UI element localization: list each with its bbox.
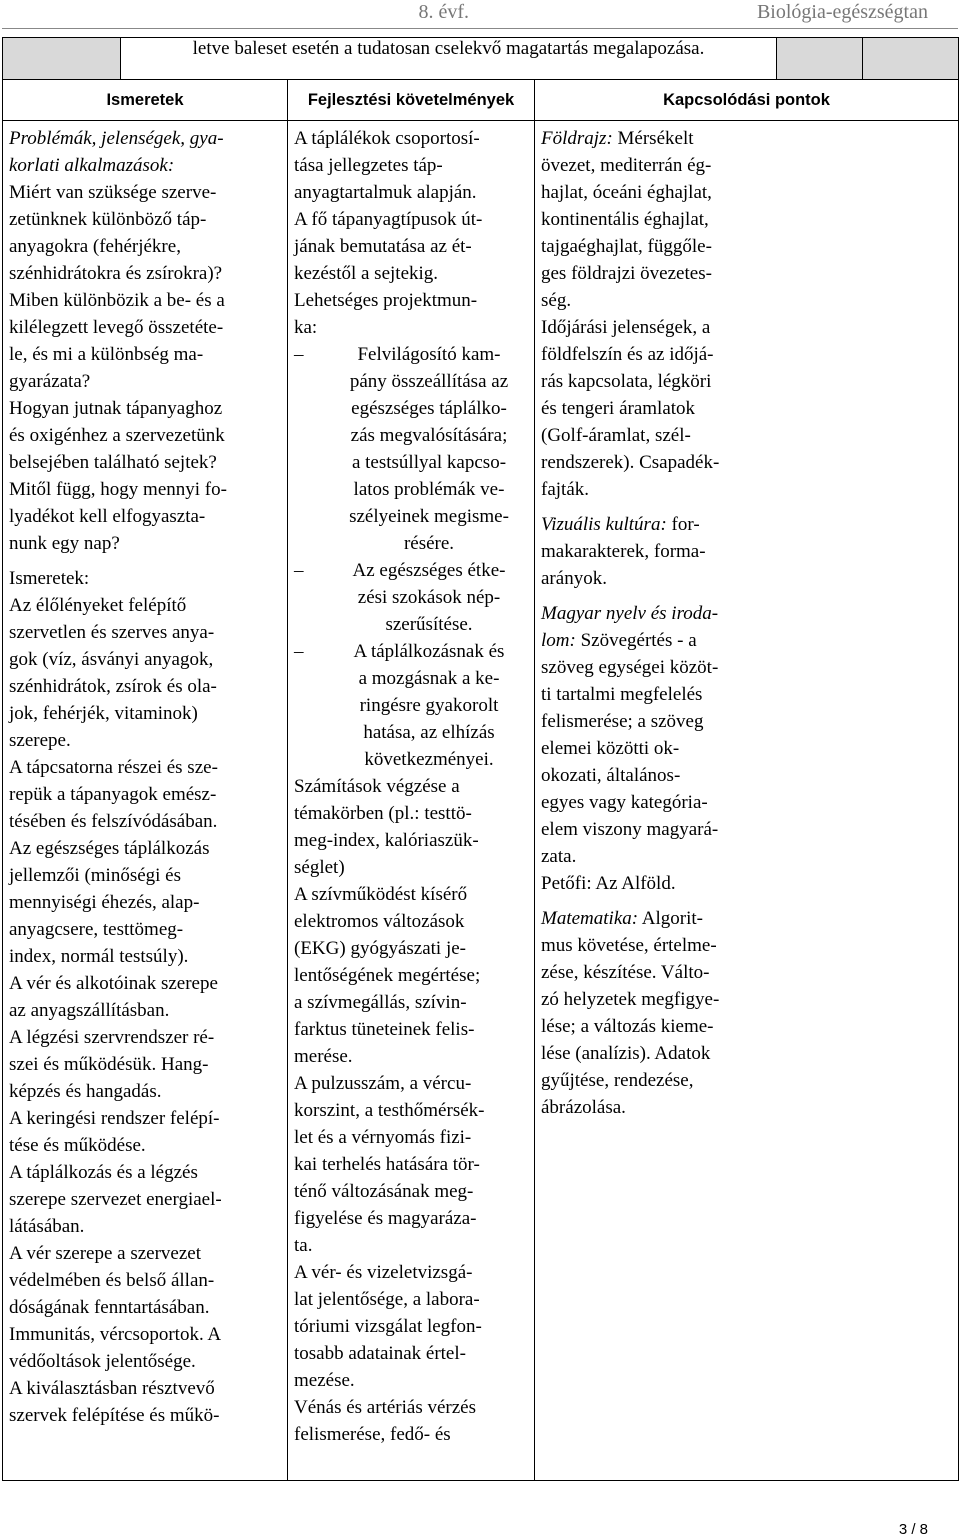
- geography-line: és tengeri áramlatok: [541, 398, 696, 419]
- requirement-line: merése.: [294, 1046, 353, 1067]
- requirement-line: farktus tüneteinek felis-: [294, 1019, 475, 1040]
- top-row-left-cell: [3, 38, 121, 80]
- requirement-line: Lehetséges projektmun-: [294, 290, 478, 311]
- problems-title-line: korlati alkalmazások:: [9, 155, 175, 176]
- requirement-line: figyelése és magyaráza-: [294, 1208, 477, 1229]
- requirement-line: a szívmegállás, szívin-: [294, 992, 467, 1013]
- geography-line: ges földrajzi övezetes-: [541, 263, 712, 284]
- knowledge-line: Az egészséges táplálkozás: [9, 838, 210, 859]
- geography-heading: [541, 125, 952, 152]
- requirement-line: lat jelentősége, a labora-: [294, 1289, 480, 1310]
- project-bullet-line: hatása, az elhízás: [363, 722, 495, 743]
- requirement-line: tosabb adatainak értel-: [294, 1343, 466, 1364]
- project-bullet-line: zési szokások nép-: [357, 587, 501, 608]
- mathematics-heading-label: Matematika:: [541, 908, 639, 929]
- problems-line: lyadékot kell elfogyaszta-: [9, 506, 206, 527]
- project-bullet-line: következményei.: [364, 749, 494, 770]
- knowledge-line: A táplálkozás és a légzés: [9, 1162, 198, 1183]
- requirement-line: let és a vérnyomás fizi-: [294, 1127, 472, 1148]
- project-bullet-line: szerűsítése.: [385, 614, 473, 635]
- problems-title-line: Problémák, jelenségek, gya-: [9, 128, 224, 149]
- knowledge-line: A légzési szervrendszer ré-: [9, 1027, 215, 1048]
- project-bullet: [294, 341, 528, 368]
- subject-label: Biológia-egészségtan: [756, 1, 928, 23]
- literature-label-line: Magyar nyelv és iroda-: [541, 603, 719, 624]
- visual-culture-heading-text: for-: [666, 514, 700, 535]
- requirement-line: anyagtartalmuk alapján.: [294, 182, 477, 203]
- literature-heading: [541, 627, 952, 654]
- problems-line: le, és mi a különbség ma-: [9, 344, 204, 365]
- requirement-line: ténő változásának meg-: [294, 1181, 474, 1202]
- literature-line: felismerése; a szöveg: [541, 711, 704, 732]
- project-bullet-line: zás megvalósítására;: [350, 425, 508, 446]
- knowledge-line: index, normál testsúly).: [9, 946, 189, 967]
- geography-heading-label: Földrajz:: [541, 128, 613, 149]
- requirement-line: témakörben (pl.: testtö-: [294, 803, 472, 824]
- knowledge-line: jellemzői (minőségi és: [9, 865, 182, 886]
- problems-line: Hogyan jutnak tápanyaghoz: [9, 398, 223, 419]
- project-bullet-line: pány összeállítása az: [349, 371, 509, 392]
- project-bullet-line: résére.: [403, 533, 455, 554]
- knowledge-line: védőoltások jelentősége.: [9, 1351, 196, 1372]
- knowledge-line: szei és működésük. Hang-: [9, 1054, 209, 1075]
- literature-line: egyes vagy kategória-: [541, 792, 708, 813]
- mathematics-line: zése, készítése. Válto-: [541, 962, 710, 983]
- project-bullet-line: egészséges táplálko-: [351, 398, 507, 419]
- knowledge-line: A keringési rendszer felépí-: [9, 1108, 220, 1129]
- requirement-line: (EKG) gyógyászati je-: [294, 938, 466, 959]
- requirement-line: A táplálékok csoportosí-: [294, 128, 480, 149]
- knowledge-line: szervetlen és szerves anya-: [9, 622, 215, 643]
- knowledge-line: Immunitás, vércsoportok. A: [9, 1324, 222, 1345]
- project-bullet-text: Felvilágosító kam-: [357, 344, 501, 365]
- paragraph-gap: [541, 897, 952, 905]
- project-bullet-line: a mozgásnak a ke-: [358, 668, 500, 689]
- knowledge-line: A vér és alkotóinak szerepe: [9, 973, 218, 994]
- knowledge-cell: [3, 121, 288, 1481]
- literature-line: szöveg egységei közöt-: [541, 657, 719, 678]
- dash-bullet-icon: –: [294, 641, 304, 662]
- project-bullet: [294, 638, 528, 665]
- paragraph-gap: [9, 557, 281, 565]
- connections-cell: [535, 121, 959, 1481]
- knowledge-line: Az élőlényeket felépítő: [9, 595, 187, 616]
- column-header-knowledge: Ismeretek: [3, 80, 288, 121]
- requirement-line: ka:: [294, 317, 318, 338]
- visual-culture-heading-label: Vizuális kultúra:: [541, 514, 667, 535]
- literature-line: Petőfi: Az Alföld.: [541, 873, 676, 894]
- geography-line: kontinentális éghajlat,: [541, 209, 709, 230]
- literature-line: elemei közötti ok-: [541, 738, 680, 759]
- knowledge-line: gok (víz, ásványi anyagok,: [9, 649, 214, 670]
- geography-heading-text: Mérsékelt: [612, 128, 694, 149]
- knowledge-line: védelmében és belső állan-: [9, 1270, 215, 1291]
- literature-heading-text: Szövegértés - a: [575, 630, 697, 651]
- project-bullet-text: A táplálkozásnak és: [353, 641, 505, 662]
- problems-line: Mitől függ, hogy mennyi fo-: [9, 479, 227, 500]
- paragraph-gap: [541, 503, 952, 511]
- requirement-line: A pulzusszám, a vércu-: [294, 1073, 472, 1094]
- geography-line: Időjárási jelenségek, a: [541, 317, 711, 338]
- literature-line: okozati, általános-: [541, 765, 681, 786]
- requirement-line: Számítások végzése a: [294, 776, 460, 797]
- content-row: [3, 121, 959, 1481]
- problems-line: Miben különbözik a be- és a: [9, 290, 225, 311]
- column-header-row: [3, 80, 959, 121]
- geography-line: tajgaéghajlat, függőle-: [541, 236, 712, 257]
- requirement-line: ta.: [294, 1235, 313, 1256]
- mathematics-heading: [541, 905, 952, 932]
- requirement-line: tása jellegzetes táp-: [294, 155, 443, 176]
- requirement-line: meg-index, kalóriaszük-: [294, 830, 479, 851]
- visual-culture-line: arányok.: [541, 568, 607, 589]
- geography-line: rendszerek). Csapadék-: [541, 452, 720, 473]
- requirement-line: A szívműködést kísérő: [294, 884, 468, 905]
- problems-line: szénhidrátokra és zsírokra)?: [9, 263, 223, 284]
- knowledge-line: A vér szerepe a szervezet: [9, 1243, 201, 1264]
- dash-bullet-icon: –: [294, 560, 304, 581]
- knowledge-title: Ismeretek:: [9, 568, 90, 589]
- mathematics-line: ábrázolása.: [541, 1097, 626, 1118]
- problems-line: anyagokra (fehérjékre,: [9, 236, 181, 257]
- knowledge-line: látásában.: [9, 1216, 85, 1237]
- problems-line: nunk egy nap?: [9, 533, 120, 554]
- visual-culture-heading: [541, 511, 952, 538]
- mathematics-line: lése; a változás kieme-: [541, 1016, 714, 1037]
- dash-bullet-icon: –: [294, 344, 304, 365]
- visual-culture-line: makarakterek, forma-: [541, 541, 706, 562]
- requirement-line: elektromos változások: [294, 911, 465, 932]
- curriculum-table: [2, 37, 959, 1481]
- top-row: [3, 38, 959, 80]
- problems-line: kilélegzett levegő összetéte-: [9, 317, 224, 338]
- knowledge-line: A kiválasztásban résztvevő: [9, 1378, 215, 1399]
- column-header-requirements: Fejlesztési követelmények: [288, 80, 535, 121]
- requirement-line: A fő tápanyagtípusok út-: [294, 209, 483, 230]
- project-bullet-text: Az egészséges étke-: [352, 560, 506, 581]
- top-row-text: letve baleset esetén a tudatosan cselekvő magatartás megalapozása.: [121, 38, 777, 80]
- mathematics-line: mus követése, értelme-: [541, 935, 717, 956]
- knowledge-line: tése és működése.: [9, 1135, 146, 1156]
- paragraph-gap: [541, 592, 952, 600]
- mathematics-line: gyűjtése, rendezése,: [541, 1070, 694, 1091]
- knowledge-line: A tápcsatorna részei és sze-: [9, 757, 218, 778]
- knowledge-line: szerepe.: [9, 730, 71, 751]
- knowledge-line: szerepe szervezet energiael-: [9, 1189, 222, 1210]
- geography-line: övezet, mediterrán ég-: [541, 155, 712, 176]
- problems-line: és oxigénhez a szervezetünk: [9, 425, 225, 446]
- column-header-connections: Kapcsolódási pontok: [535, 80, 959, 121]
- geography-line: rás kapcsolata, légköri: [541, 371, 712, 392]
- problems-line: Miért van szüksége szerve-: [9, 182, 217, 203]
- requirement-line: séglet): [294, 857, 345, 878]
- mathematics-heading-text: Algorit-: [638, 908, 703, 929]
- problems-line: gyarázata?: [9, 371, 91, 392]
- grade-label: 8. évf.: [418, 1, 469, 23]
- project-bullet-line: latos problémák ve-: [353, 479, 505, 500]
- literature-line: ti tartalmi megfelelés: [541, 684, 703, 705]
- requirement-line: lentőségének megértése;: [294, 965, 481, 986]
- project-bullet-line: szélyeinek megisme-: [349, 506, 509, 527]
- knowledge-line: jok, fehérjék, vitaminok): [9, 703, 198, 724]
- problems-line: belsejében található sejtek?: [9, 452, 217, 473]
- top-row-right-cell-2: [863, 38, 959, 80]
- requirement-line: tóriumi vizsgálat legfon-: [294, 1316, 482, 1337]
- geography-line: hajlat, óceáni éghajlat,: [541, 182, 712, 203]
- requirement-line: korszint, a testhőmérsék-: [294, 1100, 485, 1121]
- project-bullet: [294, 557, 528, 584]
- mathematics-line: lése (analízis). Adatok: [541, 1043, 711, 1064]
- requirement-line: Vénás és artériás vérzés: [294, 1397, 476, 1418]
- knowledge-line: szervek felépítése és műkö-: [9, 1405, 220, 1426]
- knowledge-line: tésében és felszívódásában.: [9, 811, 218, 832]
- geography-line: (Golf-áramlat, szél-: [541, 425, 691, 446]
- knowledge-line: repük a tápanyagok emész-: [9, 784, 217, 805]
- knowledge-line: képzés és hangadás.: [9, 1081, 162, 1102]
- problems-line: zetünknek különböző táp-: [9, 209, 207, 230]
- knowledge-line: az anyagszállításban.: [9, 1000, 170, 1021]
- literature-line: zata.: [541, 846, 577, 867]
- mathematics-line: zó helyzetek megfigye-: [541, 989, 720, 1010]
- knowledge-line: anyagcsere, testtömeg-: [9, 919, 184, 940]
- requirement-line: kai terhelés hatására tör-: [294, 1154, 480, 1175]
- requirement-line: jának bemutatása az ét-: [294, 236, 472, 257]
- geography-line: fajták.: [541, 479, 590, 500]
- header-rule: [2, 28, 958, 29]
- literature-heading-label: lom:: [541, 630, 576, 651]
- project-bullet-line: ringésre gyakorolt: [359, 695, 499, 716]
- requirement-line: felismerése, fedő- és: [294, 1424, 451, 1445]
- knowledge-line: szénhidrátok, zsírok és ola-: [9, 676, 217, 697]
- requirement-line: mezése.: [294, 1370, 355, 1391]
- requirement-line: A vér- és vizeletvizsgá-: [294, 1262, 473, 1283]
- literature-line: elem viszony magyará-: [541, 819, 719, 840]
- requirement-line: kezéstől a sejtekig.: [294, 263, 439, 284]
- knowledge-line: dóságának fenntartásában.: [9, 1297, 210, 1318]
- geography-line: földfelszín és az időjá-: [541, 344, 714, 365]
- top-row-right-cell-1: [777, 38, 863, 80]
- knowledge-line: mennyiségi éhezés, alap-: [9, 892, 200, 913]
- project-bullet-line: a testsúllyal kapcso-: [351, 452, 507, 473]
- page-number: 3 / 8: [898, 1521, 928, 1538]
- geography-line: ség.: [541, 290, 572, 311]
- requirements-cell: [288, 121, 535, 1481]
